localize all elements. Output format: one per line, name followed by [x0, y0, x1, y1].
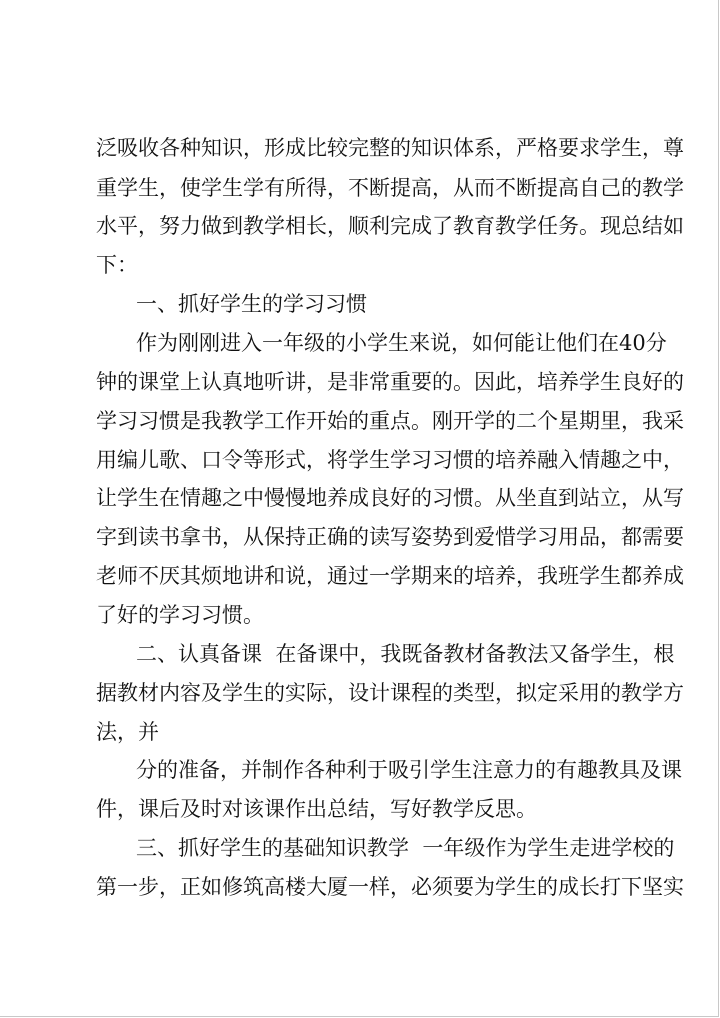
section-heading-2: 二、认真备课 在备课中，我既备教材备教法又备学生，根 — [136, 642, 675, 666]
text-line: 钟的课堂上认真地听讲，是非常重要的。因此，培养学生良好的 — [96, 370, 684, 394]
text-line: 件，课后及时对该课作出总结，写好教学反思。 — [96, 797, 537, 821]
text-line: 据教材内容及学生的实际，设计课程的类型，拟定采用的教学方 — [96, 681, 684, 705]
text-line: 老师不厌其烦地讲和说，通过一学期来的培养，我班学生都养成 — [96, 564, 684, 588]
text-line: 用编儿歌、口令等形式，将学生学习习惯的培养融入情趣之中， — [96, 448, 684, 472]
text-line: 字到读书拿书，从保持正确的读写姿势到爱惜学习用品，都需要 — [96, 525, 684, 549]
text-line: 下： — [96, 253, 138, 277]
text-line: 重学生，使学生学有所得，不断提高，从而不断提高自己的教学 — [96, 176, 684, 200]
text-line: 作为刚刚进入一年级的小学生来说，如何能让他们在40分 — [136, 331, 667, 355]
text-line: 分的准备，并制作各种利于吸引学生注意力的有趣教具及课 — [136, 758, 682, 782]
text-line: 第一步，正如修筑高楼大厦一样，必须要为学生的成长打下坚实 — [96, 875, 684, 899]
text-line: 泛吸收各种知识，形成比较完整的知识体系，严格要求学生，尊 — [96, 136, 684, 160]
text-line: 学习习惯是我教学工作开始的重点。刚开学的二个星期里，我采 — [96, 409, 684, 433]
text-line: 法，并 — [96, 720, 159, 744]
section-heading-1: 一、抓好学生的学习习惯 — [136, 292, 367, 316]
text-line: 让学生在情趣之中慢慢地养成良好的习惯。从坐直到站立，从写 — [96, 486, 684, 510]
section-heading-3: 三、抓好学生的基础知识教学 一年级作为学生走进学校的 — [136, 836, 675, 860]
text-line: 水平，努力做到教学相长，顺利完成了教育教学任务。现总结如 — [96, 214, 684, 238]
text-line: 了好的学习习惯。 — [96, 603, 264, 627]
